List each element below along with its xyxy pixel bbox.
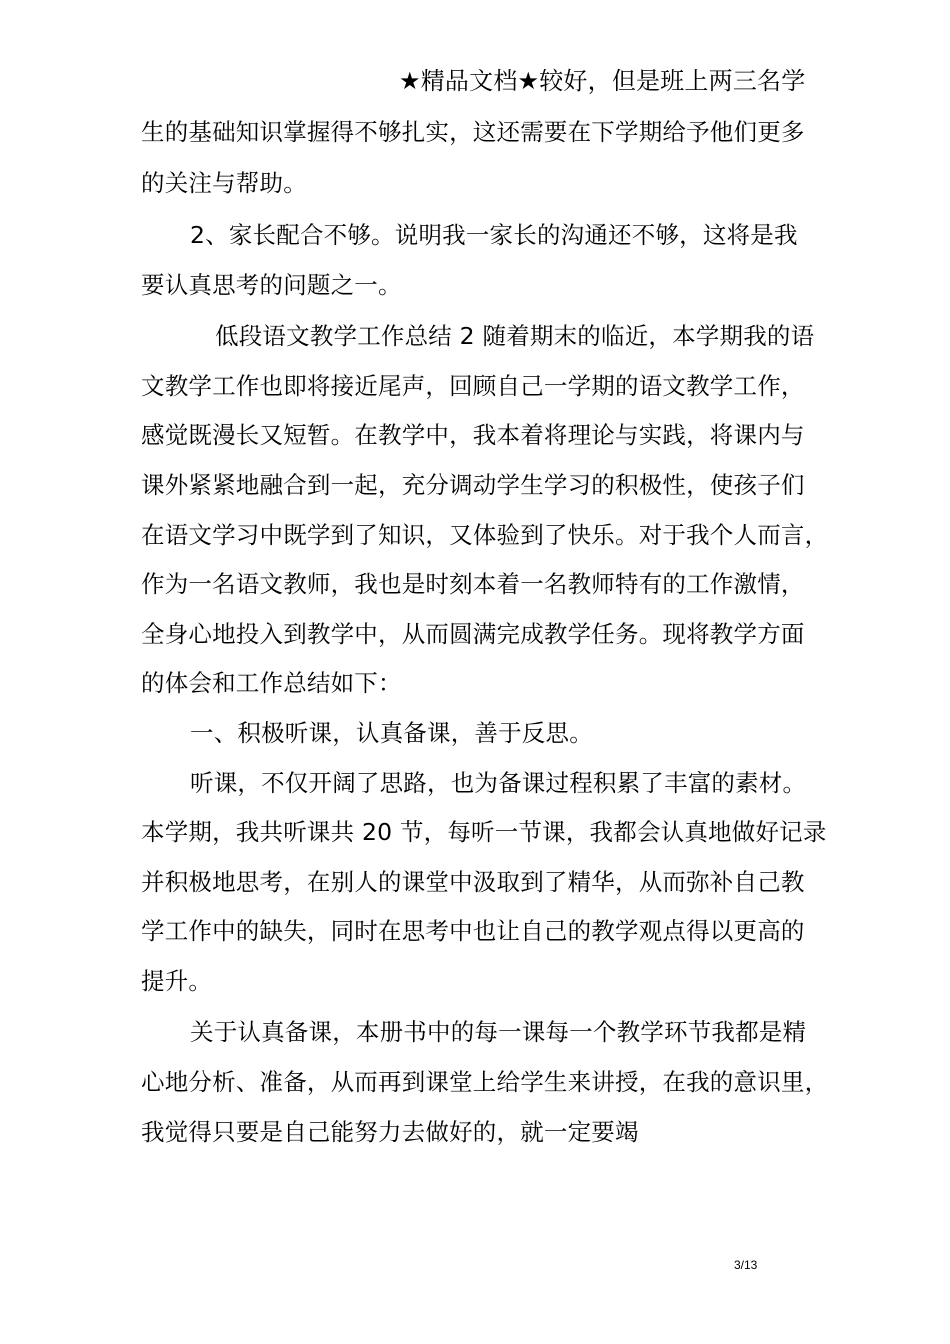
text-line-5: 低段语文教学工作总结 2 随着期末的临近，本学期我的语 [215, 322, 815, 350]
text-line-16: 并积极地思考，在别人的课堂中汲取到了精华，从而弥补自己教 [141, 868, 805, 896]
text-line-14: 听课，不仅开阔了思路，也为备课过程积累了丰富的素材。 [190, 769, 807, 797]
text-line-1: 生的基础知识掌握得不够扎实，这还需要在下学期给予他们更多 [141, 118, 805, 146]
page-number: 3/13 [734, 1258, 758, 1272]
header-line: ★精品文档★较好，但是班上两三名学 [399, 67, 806, 95]
text-line-4: 要认真思考的问题之一。 [141, 271, 402, 299]
text-line-20: 心地分析、准备，从而再到课堂上给学生来讲授，在我的意识里， [141, 1068, 829, 1096]
text-line-2: 的关注与帮助。 [141, 169, 307, 197]
text-line-11: 全身心地投入到教学中，从而圆满完成教学任务。现将教学方面 [141, 620, 805, 648]
text-line-12: 的体会和工作总结如下： [141, 669, 402, 697]
text-line-19: 关于认真备课，本册书中的每一课每一个教学环节我都是精 [190, 1018, 807, 1046]
text-line-6: 文教学工作也即将接近尾声，回顾自己一学期的语文教学工作， [141, 372, 805, 400]
text-line-3: 2、家长配合不够。说明我一家长的沟通还不够，这将是我 [190, 221, 798, 249]
text-line-15: 本学期，我共听课共 20 节，每听一节课，我都会认真地做好记录 [141, 818, 827, 846]
text-line-18: 提升。 [141, 967, 213, 995]
text-line-21: 我觉得只要是自己能努力去做好的，就一定要竭 [141, 1118, 639, 1146]
text-line-9: 在语文学习中既学到了知识，又体验到了快乐。对于我个人而言， [141, 521, 829, 549]
text-line-17: 学工作中的缺失，同时在思考中也让自己的教学观点得以更高的 [141, 917, 805, 945]
text-line-10: 作为一名语文教师，我也是时刻本着一名教师特有的工作激情， [141, 570, 805, 598]
text-line-8: 课外紧紧地融合到一起，充分调动学生学习的积极性，使孩子们 [141, 471, 805, 499]
text-line-7: 感觉既漫长又短暂。在教学中，我本着将理论与实践，将课内与 [141, 421, 805, 449]
text-line-13: 一、积极听课，认真备课，善于反思。 [190, 719, 593, 747]
